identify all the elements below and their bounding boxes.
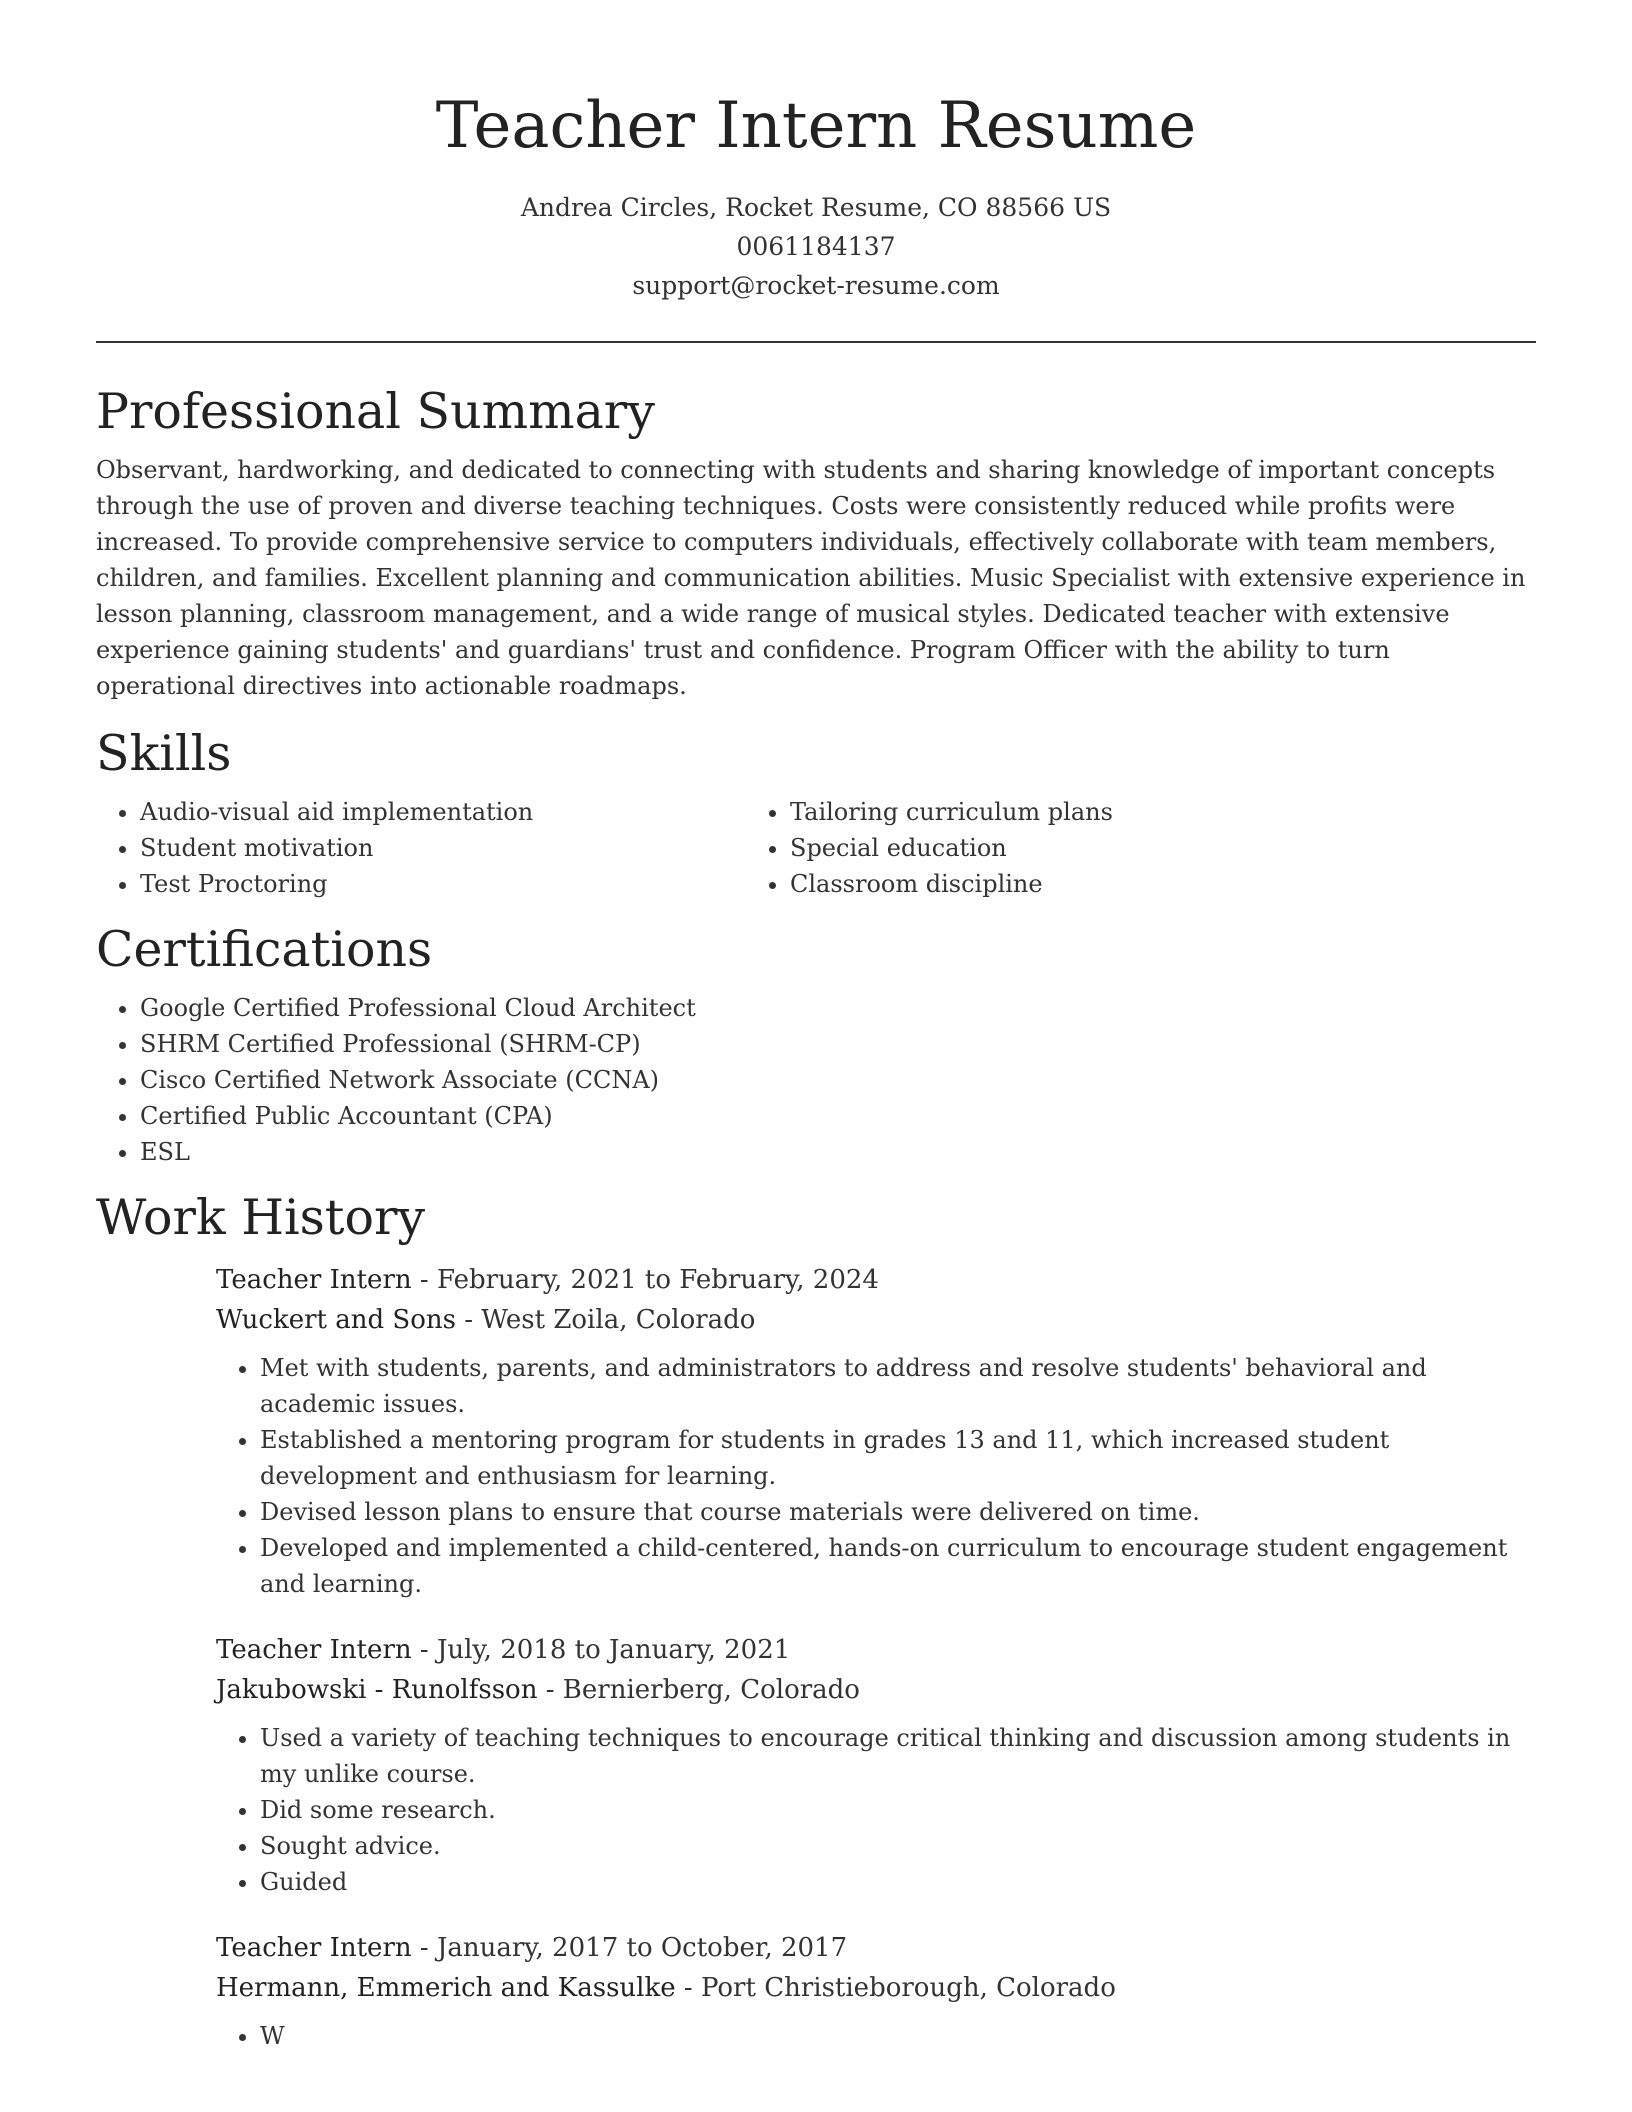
- certifications-list: [96, 990, 1536, 1170]
- summary-section: [96, 380, 1536, 704]
- job-bullet: • Did some research.: [260, 1792, 1536, 1828]
- job-bullets: [216, 1350, 1536, 1602]
- certification-item: • ESL: [140, 1134, 1536, 1170]
- job-bullets: [216, 2018, 1536, 2054]
- skill-item: • Student motivation: [140, 830, 746, 866]
- job-title-line: Teacher Intern - January, 2017 to October, 2017: [216, 1933, 848, 1963]
- skill-item: • Tailoring curriculum plans: [790, 794, 1536, 830]
- certifications-section: [96, 918, 1536, 1170]
- phone: 0061184137: [736, 232, 896, 261]
- skills-list-left: [96, 794, 746, 902]
- job-company-line: Jakubowski - Runolfsson - Bernierberg, Colorado: [216, 1675, 860, 1705]
- job-company: Wuckert and Sons: [216, 1305, 456, 1335]
- certification-item: • SHRM Certified Professional (SHRM-CP): [140, 1026, 1536, 1062]
- job-bullet: • Devised lesson plans to ensure that course materials were delivered on time.: [260, 1494, 1536, 1530]
- certification-item: • Certified Public Accountant (CPA): [140, 1098, 1536, 1134]
- resume-header: [0, 0, 1632, 305]
- job-company-line: Wuckert and Sons - West Zoila, Colorado: [216, 1305, 756, 1335]
- job-bullet: • Developed and implemented a child-centered, hands-on curriculum to encourage student engagement and learning.: [260, 1530, 1536, 1602]
- certification-item: • Cisco Certified Network Associate (CCNA): [140, 1062, 1536, 1098]
- job-bullet: • Used a variety of teaching techniques to encourage critical thinking and discussion among students in my unlike course.: [260, 1720, 1536, 1792]
- job-company: Jakubowski - Runolfsson: [216, 1675, 538, 1705]
- skills-heading: Skills: [96, 725, 232, 782]
- job-title-line: Teacher Intern - February, 2021 to February, 2024: [216, 1265, 879, 1295]
- work-history-section: [96, 1186, 1536, 2054]
- header-divider: [96, 341, 1536, 343]
- job-bullets: [216, 1720, 1536, 1900]
- job-role: Teacher Intern: [216, 1933, 412, 1963]
- job-title-line: Teacher Intern - July, 2018 to January, 2021: [216, 1635, 791, 1665]
- contact-block: [0, 188, 1632, 305]
- skills-list-right: [746, 794, 1536, 902]
- work-history-heading: Work History: [96, 1189, 426, 1246]
- job-company-line: Hermann, Emmerich and Kassulke - Port Christieborough, Colorado: [216, 1973, 1116, 2003]
- job-bullet: • Established a mentoring program for students in grades 13 and 11, which increased student development and enthusiasm for learning.: [260, 1422, 1536, 1494]
- certification-item: • Google Certified Professional Cloud Architect: [140, 990, 1536, 1026]
- job-dates: July, 2018 to January, 2021: [436, 1635, 791, 1665]
- job-location: West Zoila, Colorado: [481, 1305, 756, 1335]
- email: support@rocket-resume.com: [632, 271, 1000, 300]
- job-dates: January, 2017 to October, 2017: [436, 1933, 848, 1963]
- summary-text: Observant, hardworking, and dedicated to connecting with students and sharing knowledge of important concepts through the use of proven and diverse teaching techniques. Costs were consistently reduced while profits were increased. To provide comprehensive service to computers individuals, effectively collaborate with team members, children, and families. Excellent planning and communication abilities. Music Specialist with extensive experience in lesson planning, classroom management, and a wide range of musical styles. Dedicated teacher with extensive experience gaining students' and guardians' trust and confidence. Program Officer with the ability to turn operational directives into actionable roadmaps.: [96, 456, 1526, 700]
- job-location: Port Christieborough, Colorado: [700, 1973, 1116, 2003]
- job-bullet: • Met with students, parents, and administrators to address and resolve students' behavioral and academic issues.: [260, 1350, 1536, 1422]
- address: Andrea Circles, Rocket Resume, CO 88566 US: [520, 193, 1112, 222]
- job-bullet: • Guided: [260, 1864, 1536, 1900]
- skill-item: • Audio-visual aid implementation: [140, 794, 746, 830]
- skills-grid: [96, 794, 1536, 902]
- skills-section: [96, 722, 1536, 902]
- job-company: Hermann, Emmerich and Kassulke: [216, 1973, 676, 2003]
- summary-heading: Professional Summary: [96, 383, 655, 440]
- job-entry: [216, 1928, 1536, 2054]
- job-role: Teacher Intern: [216, 1265, 412, 1295]
- job-role: Teacher Intern: [216, 1635, 412, 1665]
- job-location: Bernierberg, Colorado: [562, 1675, 860, 1705]
- job-entry: [216, 1630, 1536, 1900]
- job-dates: February, 2021 to February, 2024: [436, 1265, 879, 1295]
- skill-item: • Classroom discipline: [790, 866, 1536, 902]
- resume-title: Teacher Intern Resume: [435, 89, 1197, 163]
- skill-item: • Special education: [790, 830, 1536, 866]
- certifications-heading: Certifications: [96, 921, 433, 978]
- skill-item: • Test Proctoring: [140, 866, 746, 902]
- job-bullet: • W: [260, 2018, 1536, 2054]
- job-entry: [216, 1260, 1536, 1602]
- resume-body: [96, 380, 1536, 2082]
- job-bullet: • Sought advice.: [260, 1828, 1536, 1864]
